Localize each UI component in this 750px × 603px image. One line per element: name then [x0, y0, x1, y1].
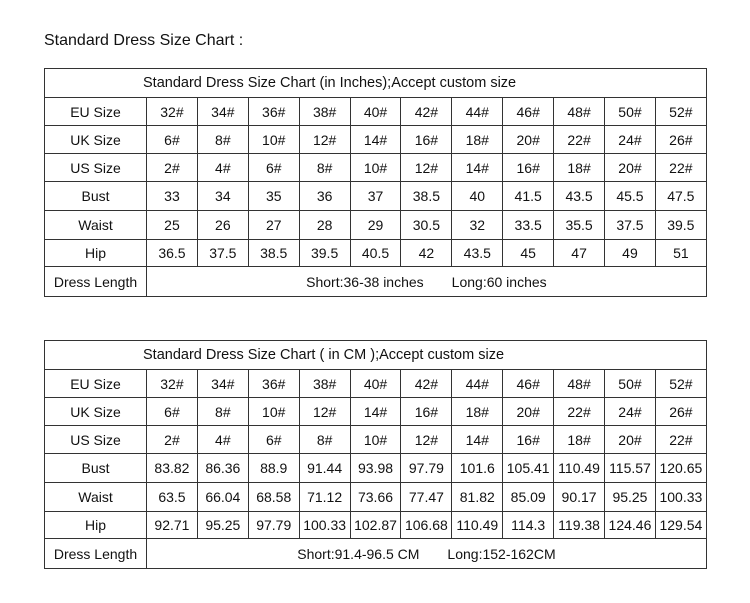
dress-length-long: Long:60 inches: [451, 273, 547, 290]
table-cell: 50#: [605, 370, 656, 398]
table-cell: 34#: [197, 98, 248, 126]
table-cell: 28: [299, 211, 350, 240]
table-cell: 71.12: [299, 483, 350, 512]
table-cell: 40: [452, 182, 503, 211]
size-chart-cm: [44, 340, 707, 569]
dress-length-row: [45, 267, 707, 297]
table-cell: 44#: [452, 98, 503, 126]
table-cell: 38#: [299, 98, 350, 126]
table-cell: 41.5: [503, 182, 554, 211]
table-cell: 43.5: [452, 240, 503, 267]
table-cell: 18#: [554, 154, 605, 182]
table-cell: 110.49: [452, 512, 503, 539]
table-cell: 14#: [350, 126, 401, 154]
table-cell: 18#: [554, 426, 605, 454]
table-cell: 20#: [605, 426, 656, 454]
table-cell: 124.46: [605, 512, 656, 539]
table-cell: 40.5: [350, 240, 401, 267]
row-label: Bust: [45, 182, 147, 211]
table-cell: 33: [147, 182, 198, 211]
table-cell: 29: [350, 211, 401, 240]
table-cell: 49: [605, 240, 656, 267]
table-cell: 97.79: [248, 512, 299, 539]
row-label: EU Size: [45, 98, 147, 126]
table-cell: 44#: [452, 370, 503, 398]
caption-row: [45, 69, 707, 98]
table-cell: 119.38: [554, 512, 605, 539]
table-cell: 37: [350, 182, 401, 211]
table-cell: 16#: [401, 126, 452, 154]
table-cell: 18#: [452, 398, 503, 426]
table-cell: 22#: [554, 398, 605, 426]
row-label: US Size: [45, 154, 147, 182]
table-cell: 38.5: [248, 240, 299, 267]
table-cell: 6#: [248, 426, 299, 454]
table-cell: 8#: [197, 126, 248, 154]
page-title: Standard Dress Size Chart :: [44, 32, 244, 49]
table-cell: 8#: [197, 398, 248, 426]
table-cell: 32: [452, 211, 503, 240]
table-row: [45, 483, 707, 512]
table-cell: 66.04: [197, 483, 248, 512]
table-cell: 73.66: [350, 483, 401, 512]
table-cell: 115.57: [605, 454, 656, 483]
table-cell: 14#: [452, 154, 503, 182]
table-cell: 40#: [350, 370, 401, 398]
table-cell: 102.87: [350, 512, 401, 539]
table-row: [45, 126, 707, 154]
table-cell: 95.25: [605, 483, 656, 512]
table-cell: 12#: [299, 398, 350, 426]
table-cell: 37.5: [197, 240, 248, 267]
table-cell: 35: [248, 182, 299, 211]
table-cell: 100.33: [655, 483, 706, 512]
table-cell: 22#: [655, 426, 706, 454]
table-cell: 42: [401, 240, 452, 267]
table-cell: 10#: [350, 154, 401, 182]
table-cell: 38#: [299, 370, 350, 398]
table-cell: 42#: [401, 98, 452, 126]
table-cell: 20#: [503, 126, 554, 154]
dress-length-value: [147, 539, 707, 569]
table-cell: 22#: [554, 126, 605, 154]
table-cell: 50#: [605, 98, 656, 126]
table-cell: 34: [197, 182, 248, 211]
table-cell: 90.17: [554, 483, 605, 512]
row-label: Bust: [45, 454, 147, 483]
dress-length-row: [45, 539, 707, 569]
table-cell: 43.5: [554, 182, 605, 211]
table-cell: 63.5: [147, 483, 198, 512]
table-cell: 42#: [401, 370, 452, 398]
table-cell: 48#: [554, 370, 605, 398]
table-cell: 77.47: [401, 483, 452, 512]
table-row: [45, 154, 707, 182]
table-cell: 37.5: [605, 211, 656, 240]
table-cell: 36#: [248, 370, 299, 398]
table-cell: 10#: [248, 126, 299, 154]
table-row: [45, 426, 707, 454]
table-cell: 95.25: [197, 512, 248, 539]
table-cell: 106.68: [401, 512, 452, 539]
table-cell: 12#: [299, 126, 350, 154]
table-cell: 86.36: [197, 454, 248, 483]
table-cell: 39.5: [299, 240, 350, 267]
row-label: Waist: [45, 483, 147, 512]
table-cell: 18#: [452, 126, 503, 154]
table-row: [45, 370, 707, 398]
table-cell: 10#: [248, 398, 299, 426]
table-cell: 81.82: [452, 483, 503, 512]
table-cell: 2#: [147, 426, 198, 454]
table-cell: 36#: [248, 98, 299, 126]
table-cell: 32#: [147, 370, 198, 398]
table-cell: 16#: [503, 154, 554, 182]
row-label: US Size: [45, 426, 147, 454]
dress-length-value: [147, 267, 707, 297]
table-row: [45, 512, 707, 539]
table-cell: 26#: [655, 398, 706, 426]
row-label: Waist: [45, 211, 147, 240]
table-cell: 114.3: [503, 512, 554, 539]
table-cell: 20#: [605, 154, 656, 182]
table-cell: 26#: [655, 126, 706, 154]
row-label: Hip: [45, 240, 147, 267]
dress-length-short: Short:91.4-96.5 CM: [297, 545, 420, 562]
table-cell: 36.5: [147, 240, 198, 267]
table-cell: 27: [248, 211, 299, 240]
table-cell: 8#: [299, 426, 350, 454]
table-cell: 8#: [299, 154, 350, 182]
table-cell: 110.49: [554, 454, 605, 483]
table-cell: 14#: [452, 426, 503, 454]
table-cell: 20#: [503, 398, 554, 426]
table-row: [45, 240, 707, 267]
row-label: EU Size: [45, 370, 147, 398]
table-cell: 32#: [147, 98, 198, 126]
table-cell: 100.33: [299, 512, 350, 539]
table-cell: 38.5: [401, 182, 452, 211]
table-cell: 105.41: [503, 454, 554, 483]
dress-length-label: Dress Length: [45, 539, 147, 569]
table-cell: 45.5: [605, 182, 656, 211]
table-cell: 92.71: [147, 512, 198, 539]
table-cell: 47.5: [655, 182, 706, 211]
table-cell: 46#: [503, 370, 554, 398]
table-cell: 45: [503, 240, 554, 267]
table-cell: 46#: [503, 98, 554, 126]
table-cell: 16#: [503, 426, 554, 454]
row-label: UK Size: [45, 126, 147, 154]
table-cell: 2#: [147, 154, 198, 182]
table-cell: 25: [147, 211, 198, 240]
table-cell: 35.5: [554, 211, 605, 240]
table-cell: 129.54: [655, 512, 706, 539]
table-cell: 47: [554, 240, 605, 267]
table-row: [45, 98, 707, 126]
table-cell: 4#: [197, 154, 248, 182]
table-cell: 24#: [605, 126, 656, 154]
table-cell: 10#: [350, 426, 401, 454]
table-cell: 4#: [197, 426, 248, 454]
table-cell: 52#: [655, 98, 706, 126]
table-cell: 34#: [197, 370, 248, 398]
table-cell: 12#: [401, 154, 452, 182]
table-cell: 52#: [655, 370, 706, 398]
table-row: [45, 398, 707, 426]
table-cell: 16#: [401, 398, 452, 426]
dress-length-short: Short:36-38 inches: [306, 273, 424, 290]
table-cell: 6#: [147, 126, 198, 154]
table-cell: 30.5: [401, 211, 452, 240]
table-cell: 26: [197, 211, 248, 240]
table-cell: 120.65: [655, 454, 706, 483]
table-cell: 6#: [147, 398, 198, 426]
table-caption: Standard Dress Size Chart ( in CM );Accept custom size: [45, 341, 707, 370]
table-cell: 48#: [554, 98, 605, 126]
table-cell: 83.82: [147, 454, 198, 483]
table-cell: 36: [299, 182, 350, 211]
dress-length-long: Long:152-162CM: [447, 545, 556, 562]
table-cell: 68.58: [248, 483, 299, 512]
dress-length-label: Dress Length: [45, 267, 147, 297]
table-cell: 14#: [350, 398, 401, 426]
table-cell: 39.5: [655, 211, 706, 240]
caption-row: [45, 341, 707, 370]
table-cell: 91.44: [299, 454, 350, 483]
table-cell: 101.6: [452, 454, 503, 483]
table-cell: 88.9: [248, 454, 299, 483]
row-label: UK Size: [45, 398, 147, 426]
table-caption: Standard Dress Size Chart (in Inches);Accept custom size: [45, 69, 707, 98]
table-row: [45, 211, 707, 240]
table-cell: 24#: [605, 398, 656, 426]
table-row: [45, 182, 707, 211]
row-label: Hip: [45, 512, 147, 539]
table-cell: 12#: [401, 426, 452, 454]
table-cell: 33.5: [503, 211, 554, 240]
table-cell: 85.09: [503, 483, 554, 512]
table-cell: 6#: [248, 154, 299, 182]
size-chart-inches: [44, 68, 707, 297]
table-cell: 40#: [350, 98, 401, 126]
table-cell: 97.79: [401, 454, 452, 483]
table-cell: 93.98: [350, 454, 401, 483]
table-cell: 51: [655, 240, 706, 267]
table-row: [45, 454, 707, 483]
table-cell: 22#: [655, 154, 706, 182]
